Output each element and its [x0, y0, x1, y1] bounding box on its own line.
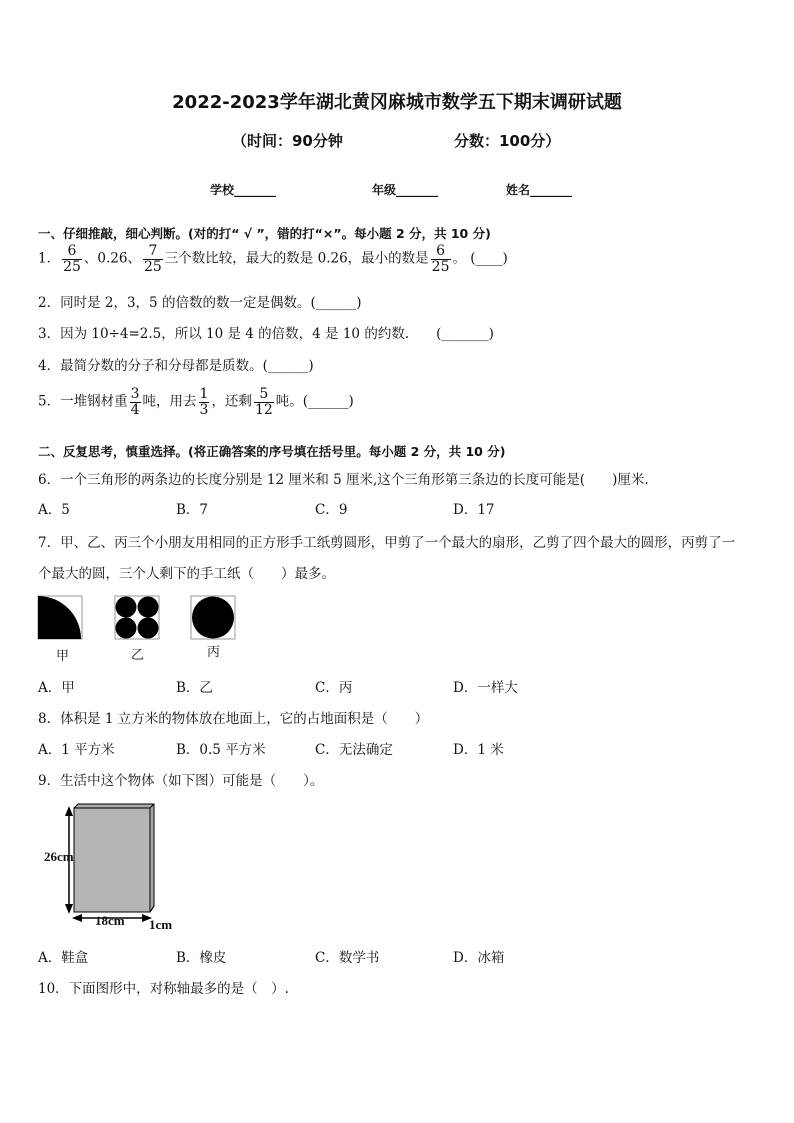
exam-time: （时间：90分钟 [232, 132, 343, 150]
question-9: 9．生活中这个物体（如下图）可能是（ ）。 [38, 773, 324, 789]
page-title: 2022-2023学年湖北黄冈麻城市数学五下期末调研试题 [172, 92, 622, 113]
name-field: 姓名_______ [506, 183, 573, 197]
q8-option-d: D．1 米 [453, 742, 504, 758]
figure-book-box [62, 800, 162, 928]
q8-option-a: A．1 平方米 [38, 742, 115, 758]
figure-label-yi: 乙 [131, 648, 145, 663]
question-7-line-1: 7．甲、乙、丙三个小朋友用相同的正方形手工纸剪圆形，甲剪了一个最大的扇形，乙剪了四个最大的圆形，丙剪了一 [38, 535, 736, 551]
q7-option-a: A．甲 [38, 680, 75, 696]
section-1-heading: 一、仔细推敲，细心判断。(对的打“ √ ”，错的打“×”。每小题 2 分，共 10 分) [38, 226, 491, 241]
figure-jia-quarter-circle [37, 595, 85, 641]
question-5: 5．一堆钢材重 $\frac{3}{4}$ 吨，用去 $\frac{1}{3}$ ，还剩 $\frac{5}{12}$ 吨。(______) [38, 386, 354, 418]
fraction: $\frac{1}{3}$ [199, 386, 209, 418]
q7-option-d: D．一样大 [453, 680, 518, 696]
q7-option-c: C．丙 [315, 680, 353, 696]
fraction: $\frac{3}{4}$ [130, 386, 140, 418]
q9-option-a: A．鞋盒 [38, 950, 89, 966]
q9-option-d: D．冰箱 [453, 950, 505, 966]
exam-score: 分数：100分） [454, 132, 561, 150]
figure-bing-one-circle [190, 595, 238, 641]
figure-yi-four-circles [114, 595, 162, 641]
q9-option-c: C．数学书 [315, 950, 380, 966]
q6-option-c: C．9 [315, 502, 348, 518]
question-1: 1． $\frac{6}{25}$ 、0.26、 $\frac{7}{25}$ 三个数比较，最大的数是 0.26，最小的数是 $\frac{6}{25}$ 。 (____) [38, 243, 508, 275]
question-7-line-2: 个最大的圆，三个人剩下的手工纸（ ）最多。 [38, 566, 335, 582]
q6-option-a: A．5 [38, 502, 70, 518]
q1-number: 1． [38, 250, 61, 267]
question-2: 2．同时是 2，3，5 的倍数的数一定是偶数。(______) [38, 295, 362, 311]
q7-option-b: B．乙 [176, 680, 213, 696]
q6-option-b: B．7 [176, 502, 209, 518]
grade-field: 年级_______ [372, 183, 439, 197]
fraction: $\frac{5}{12}$ [254, 386, 273, 418]
question-8: 8．体积是 1 立方米的物体放在地面上，它的占地面积是（ ） [38, 711, 429, 727]
section-2-heading: 二、反复思考，慎重选择。(将正确答案的序号填在括号里。每小题 2 分，共 10 分) [38, 444, 506, 459]
q9-option-b: B．橡皮 [176, 950, 227, 966]
dimension-width-label: 18cm [95, 913, 125, 928]
question-3: 3．因为 10÷4=2.5，所以 10 是 4 的倍数，4 是 10 的约数. (_______) [38, 326, 494, 342]
school-field: 学校_______ [210, 183, 277, 197]
dimension-depth-label: 1cm [149, 917, 173, 932]
dimension-height-label: 26cm [44, 849, 74, 864]
q8-option-b: B．0.5 平方米 [176, 742, 266, 758]
fraction: $\frac{6}{25}$ [431, 243, 450, 275]
question-10: 10．下面图形中，对称轴最多的是（ ）. [38, 981, 289, 997]
question-4: 4．最简分数的分子和分母都是质数。(______) [38, 358, 314, 374]
figure-label-jia: 甲 [56, 649, 70, 664]
q6-option-d: D．17 [453, 502, 495, 518]
q8-option-c: C．无法确定 [315, 742, 393, 758]
figure-label-bing: 丙 [207, 645, 221, 660]
fraction: $\frac{7}{25}$ [143, 243, 162, 275]
question-6: 6．一个三角形的两条边的长度分别是 12 厘米和 5 厘米,这个三角形第三条边的长度可能是( )厘米. [38, 472, 649, 488]
fraction: $\frac{6}{25}$ [63, 243, 81, 275]
